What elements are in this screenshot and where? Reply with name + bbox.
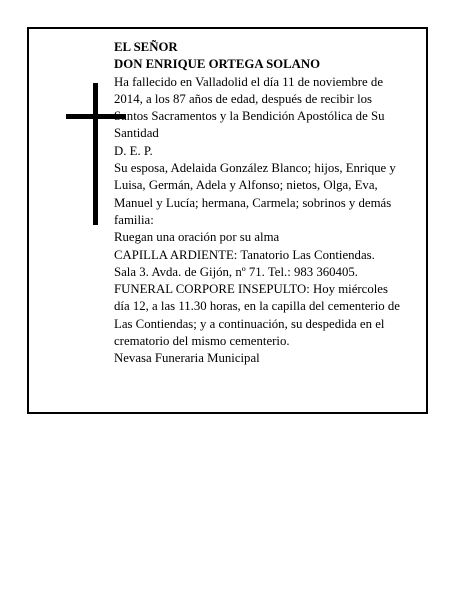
deceased-name: DON ENRIQUE ORTEGA SOLANO	[114, 57, 321, 72]
funeral-line: crematorio del mismo cementerio.	[114, 334, 290, 349]
rip-line: D. E. P.	[114, 143, 153, 158]
funeral-line: Las Contiendas; y a continuación, su despedida en el	[114, 316, 385, 331]
chapel-line: CAPILLA ARDIENTE: Tanatorio Las Contiendas.	[114, 247, 375, 262]
funeral-line: día 12, a las 11.30 horas, en la capilla del cementerio de	[114, 299, 400, 314]
death-announcement-line: 2014, a los 87 años de edad, después de recibir los	[114, 91, 373, 106]
family-line: Luisa, Germán, Adela y Alfonso; nietos, Olga, Eva,	[114, 178, 378, 193]
family-line: Manuel y Lucía; hermana, Carmela; sobrinos y demás	[114, 195, 392, 210]
death-announcement-line: Santidad	[114, 126, 159, 141]
prayer-request-line: Ruegan una oración por su alma	[114, 230, 280, 245]
family-line: Su esposa, Adelaida González Blanco; hijos, Enrique y	[114, 161, 396, 176]
death-announcement-line: Santos Sacramentos y la Bendición Apostólica de Su	[114, 109, 385, 124]
family-line: familia:	[114, 212, 154, 227]
funeral-home-line: Nevasa Funeraria Municipal	[114, 351, 260, 366]
honorific-line: EL SEÑOR	[114, 40, 178, 54]
obituary-text	[114, 39, 420, 368]
funeral-line: FUNERAL CORPORE INSEPULTO: Hoy miércoles	[114, 282, 388, 297]
death-announcement-line: Ha fallecido en Valladolid el día 11 de noviembre de	[114, 74, 383, 89]
cross-vertical-bar	[93, 83, 98, 225]
chapel-address-line: Sala 3. Avda. de Gijón, nº 71. Tel.: 983 360405.	[114, 264, 358, 279]
